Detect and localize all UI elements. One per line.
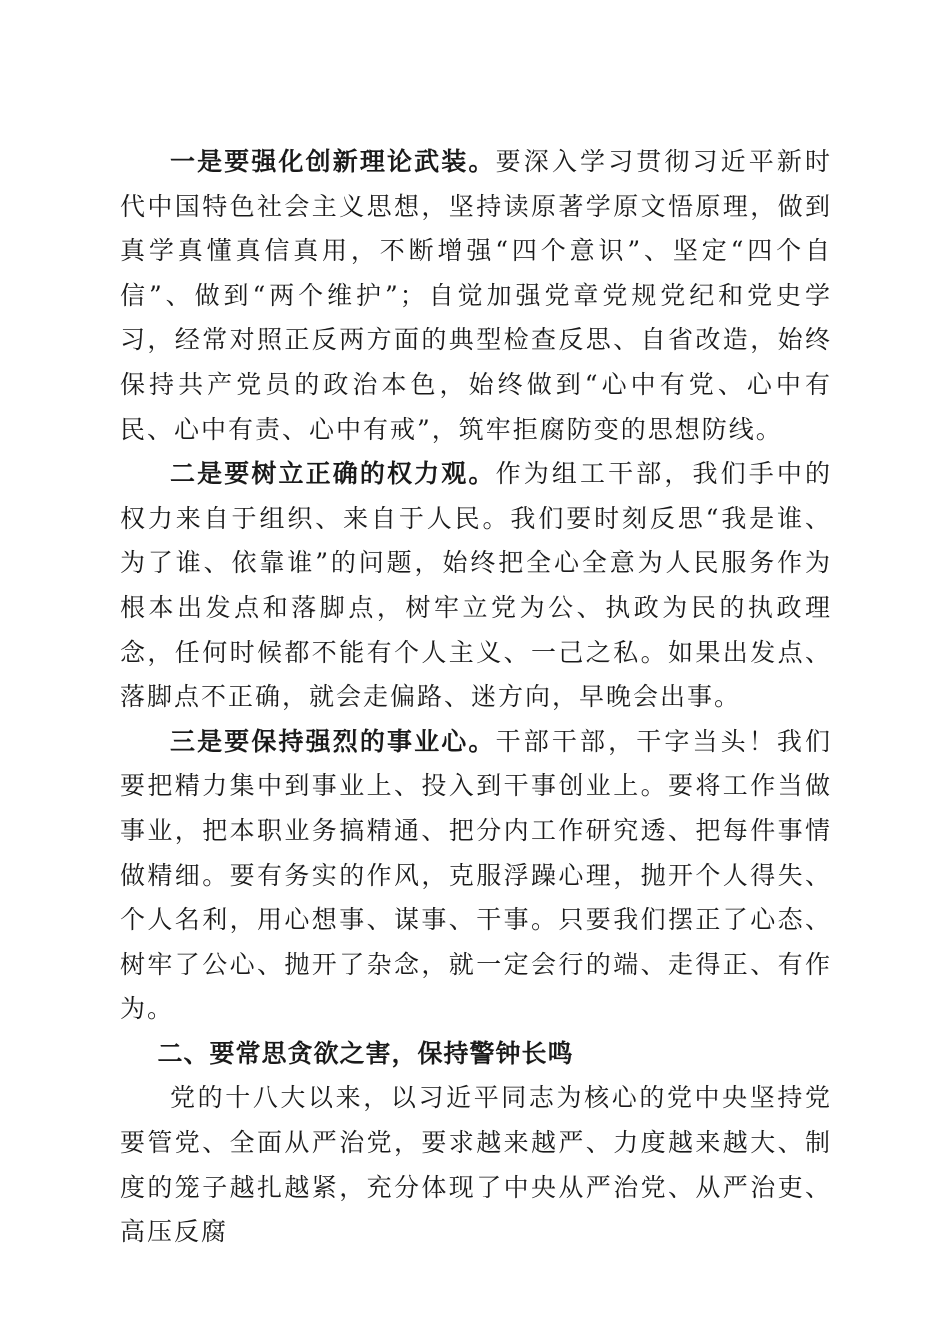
- document-body: [120, 140, 832, 1255]
- paragraph-party-discipline: 党的十八大以来，以习近平同志为核心的党中央坚持党要管党、全面从严治党，要求越来越严、力度越来越大、制度的笼子越扎越紧，充分体现了中央从严治党、从严治吏、高压反腐: [120, 1083, 832, 1247]
- paragraph-theory-arming: [120, 140, 832, 452]
- section-heading: 二、要常思贪欲之害，保持警钟长鸣: [157, 1038, 574, 1068]
- paragraph-text: 要深入学习贯彻习近平新时代中国特色社会主义思想，坚持读原著学原文悟原理，做到真学真懂真信真用，不断增强“四个意识”、坚定“四个自信”、做到“两个维护”；自觉加强党章党规党纪和党史学习，经常对照正反两方面的典型检查反思、自省改造，始终保持共产党员的政治本色，始终做到“心中有党、心中有民、心中有责、心中有戒”，筑牢拒腐防变的思想防线。: [120, 147, 832, 444]
- paragraph-text: 干部干部，干字当头！我们要把精力集中到事业上、投入到干事创业上。要将工作当做事业，把本职业务搞精通、把分内工作研究透、把每件事情做精细。要有务实的作风，克服浮躁心理，抛开个人得失、个人名利，用心想事、谋事、干事。只要我们摆正了心态、树牢了公心、抛开了杂念，就一定会行的端、走得正、有作为。: [120, 726, 832, 1024]
- paragraph-power-view: [120, 452, 832, 720]
- paragraph-lead: 二是要树立正确的权力观。: [170, 459, 496, 489]
- paragraph-lead: 三是要保持强烈的事业心。: [170, 726, 496, 756]
- paragraph-career-dedication: [120, 720, 832, 1032]
- paragraph-lead: 一是要强化创新理论武装。: [170, 147, 496, 176]
- paragraph-text: 作为组工干部，我们手中的权力来自于组织、来自于人民。我们要时刻反思“我是谁、为了谁、依靠谁”的问题，始终把全心全意为人民服务作为根本出发点和落脚点，树牢立党为公、执政为民的执政理念，任何时候都不能有个人主义、一己之私。如果出发点、落脚点不正确，就会走偏路、迷方向，早晚会出事。: [120, 459, 832, 712]
